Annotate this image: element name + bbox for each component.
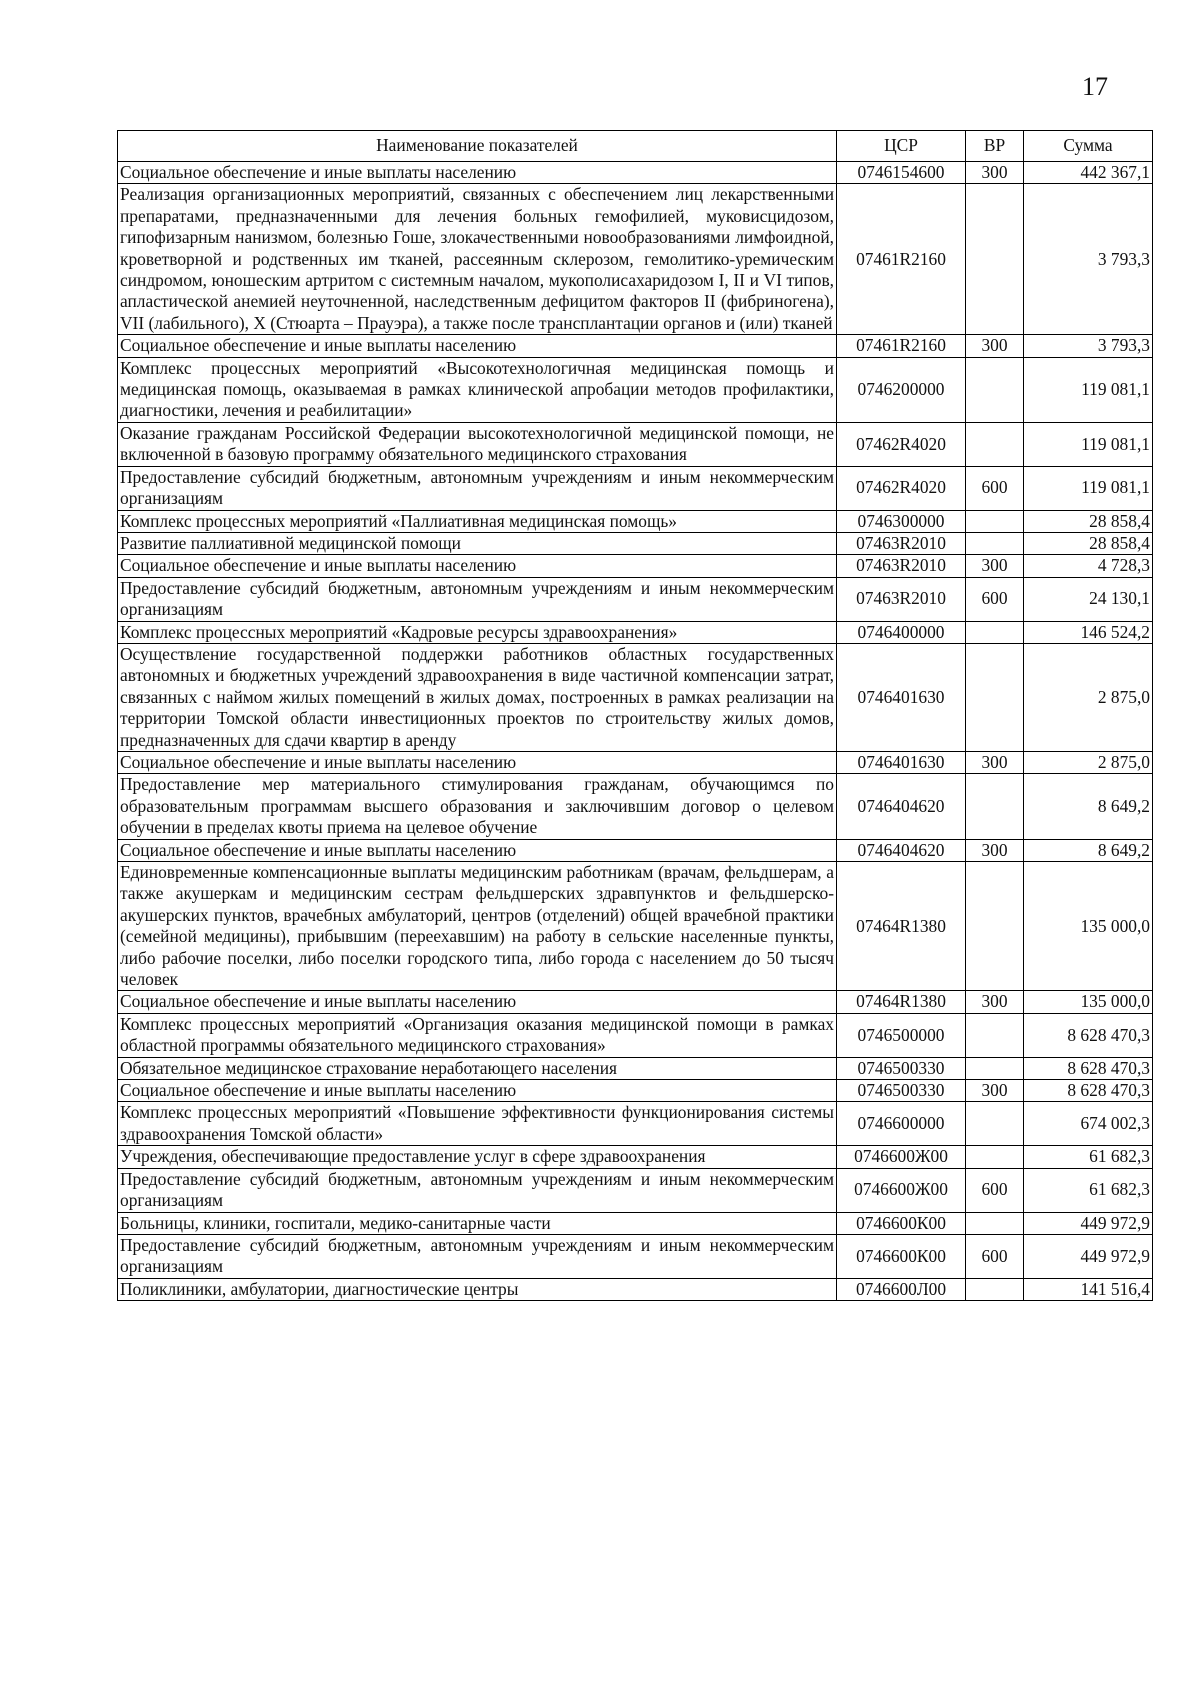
row-vr-cell [966, 1013, 1024, 1057]
table-row [118, 577, 1153, 621]
row-name-cell: Социальное обеспечение и иные выплаты населению [118, 991, 837, 1013]
row-csr-cell: 07461R2160 [837, 335, 966, 357]
table-row [118, 1278, 1153, 1300]
row-vr-cell [966, 532, 1024, 554]
row-sum-cell: 24 130,1 [1024, 577, 1153, 621]
row-sum-cell: 449 972,9 [1024, 1234, 1153, 1278]
row-sum-cell: 2 875,0 [1024, 751, 1153, 773]
row-csr-cell: 07462R4020 [837, 422, 966, 466]
row-vr-cell: 300 [966, 162, 1024, 184]
row-vr-cell: 300 [966, 991, 1024, 1013]
row-sum-cell: 8 628 470,3 [1024, 1057, 1153, 1079]
row-csr-cell: 0746200000 [837, 357, 966, 422]
row-name-cell: Предоставление субсидий бюджетным, автономным учреждениям и иным некоммерческим организациям [118, 466, 837, 510]
table-row [118, 1212, 1153, 1234]
row-vr-cell [966, 862, 1024, 991]
row-name-cell: Учреждения, обеспечивающие предоставление услуг в сфере здравоохранения [118, 1146, 837, 1168]
row-name-cell: Социальное обеспечение и иные выплаты населению [118, 751, 837, 773]
row-csr-cell: 0746400000 [837, 621, 966, 643]
row-csr-cell: 0746600Ж00 [837, 1146, 966, 1168]
row-vr-cell [966, 1057, 1024, 1079]
row-sum-cell: 28 858,4 [1024, 510, 1153, 532]
row-sum-cell: 28 858,4 [1024, 532, 1153, 554]
row-vr-cell [966, 357, 1024, 422]
table-row [118, 991, 1153, 1013]
row-csr-cell: 0746500000 [837, 1013, 966, 1057]
table-row [118, 532, 1153, 554]
row-name-cell: Предоставление мер материального стимулирования гражданам, обучающимся по образовательным программам высшего образования и заключившим договор о целевом обучении в пределах квоты приема на целевое обучение [118, 774, 837, 839]
table-row [118, 643, 1153, 751]
row-sum-cell: 119 081,1 [1024, 357, 1153, 422]
row-sum-cell: 8 628 470,3 [1024, 1080, 1153, 1102]
row-vr-cell: 600 [966, 1168, 1024, 1212]
row-sum-cell: 3 793,3 [1024, 184, 1153, 335]
table-row [118, 555, 1153, 577]
row-name-cell: Социальное обеспечение и иные выплаты населению [118, 555, 837, 577]
row-csr-cell: 0746600К00 [837, 1234, 966, 1278]
row-sum-cell: 146 524,2 [1024, 621, 1153, 643]
row-csr-cell: 07461R2160 [837, 184, 966, 335]
table-row [118, 510, 1153, 532]
row-sum-cell: 4 728,3 [1024, 555, 1153, 577]
row-csr-cell: 07464R1380 [837, 862, 966, 991]
row-sum-cell: 135 000,0 [1024, 862, 1153, 991]
row-name-cell: Обязательное медицинское страхование неработающего населения [118, 1057, 837, 1079]
row-vr-cell [966, 1102, 1024, 1146]
row-csr-cell: 0746500330 [837, 1057, 966, 1079]
row-name-cell: Социальное обеспечение и иные выплаты населению [118, 1080, 837, 1102]
row-csr-cell: 0746401630 [837, 643, 966, 751]
row-sum-cell: 135 000,0 [1024, 991, 1153, 1013]
table-row [118, 1057, 1153, 1079]
row-csr-cell: 0746600К00 [837, 1212, 966, 1234]
row-name-cell: Предоставление субсидий бюджетным, автономным учреждениям и иным некоммерческим организациям [118, 1168, 837, 1212]
table-row [118, 162, 1153, 184]
table-row [118, 1146, 1153, 1168]
row-name-cell: Социальное обеспечение и иные выплаты населению [118, 162, 837, 184]
row-name-cell: Комплекс процессных мероприятий «Организация оказания медицинской помощи в рамках областной программы обязательного медицинского страхования» [118, 1013, 837, 1057]
row-csr-cell: 0746500330 [837, 1080, 966, 1102]
row-name-cell: Поликлиники, амбулатории, диагностические центры [118, 1278, 837, 1300]
row-name-cell: Осуществление государственной поддержки работников областных государственных автономных и бюджетных учреждений здравоохранения в виде частичной компенсации затрат, связанных с наймом жилых помещений в жилых домах, построенных в рамках реализации на территории Томской области инвестиционных проектов по строительству жилых домов, предназначенных для сдачи квартир в аренду [118, 643, 837, 751]
table-row [118, 357, 1153, 422]
row-vr-cell: 300 [966, 839, 1024, 861]
header-name: Наименование показателей [118, 131, 837, 162]
table-row [118, 1013, 1153, 1057]
row-sum-cell: 2 875,0 [1024, 643, 1153, 751]
row-vr-cell [966, 621, 1024, 643]
row-vr-cell: 600 [966, 466, 1024, 510]
row-sum-cell: 674 002,3 [1024, 1102, 1153, 1146]
table-row [118, 184, 1153, 335]
row-name-cell: Единовременные компенсационные выплаты медицинским работникам (врачам, фельдшерам, а также акушеркам и медицинским сестрам фельдшерских здравпунктов и фельдшерско-акушерских пунктов, врачебных амбулаторий, центров (отделений) общей врачебной практики (семейной медицины), прибывшим (переехавшим) на работу в сельские населенные пункты, либо рабочие поселки, либо поселки городского типа, либо города с населением до 50 тысяч человек [118, 862, 837, 991]
row-name-cell: Реализация организационных мероприятий, связанных с обеспечением лиц лекарственными препаратами, предназначенными для лечения больных гемофилией, муковисцидозом, гипофизарным нанизмом, болезнью Гоше, злокачественными новообразованиями лимфоидной, кроветворной и родственных им тканей, рассеянным склерозом, гемолитико-уремическим синдромом, юношеским артритом с системным началом, мукополисахаридозом I, II и VI типов, апластической анемией неуточненной, наследственным дефицитом факторов II (фибриногена), VII (лабильного), X (Стюарта – Прауэра), а также после трансплантации органов и (или) тканей [118, 184, 837, 335]
table-row [118, 335, 1153, 357]
row-vr-cell [966, 643, 1024, 751]
table-row [118, 422, 1153, 466]
header-csr: ЦСР [837, 131, 966, 162]
row-name-cell: Развитие паллиативной медицинской помощи [118, 532, 837, 554]
row-name-cell: Комплекс процессных мероприятий «Высокотехнологичная медицинская помощь и медицинская помощь, оказываемая в рамках клинической апробации методов профилактики, диагностики, лечения и реабилитации» [118, 357, 837, 422]
row-vr-cell: 300 [966, 335, 1024, 357]
row-name-cell: Предоставление субсидий бюджетным, автономным учреждениям и иным некоммерческим организациям [118, 577, 837, 621]
row-csr-cell: 0746154600 [837, 162, 966, 184]
table-row [118, 774, 1153, 839]
row-csr-cell: 07463R2010 [837, 555, 966, 577]
row-csr-cell: 07463R2010 [837, 532, 966, 554]
row-sum-cell: 449 972,9 [1024, 1212, 1153, 1234]
table-row [118, 1168, 1153, 1212]
row-vr-cell: 300 [966, 555, 1024, 577]
row-csr-cell: 0746300000 [837, 510, 966, 532]
table-header-row [118, 131, 1153, 162]
row-csr-cell: 0746600000 [837, 1102, 966, 1146]
row-vr-cell [966, 510, 1024, 532]
row-csr-cell: 0746404620 [837, 839, 966, 861]
row-sum-cell: 141 516,4 [1024, 1278, 1153, 1300]
row-vr-cell [966, 184, 1024, 335]
row-vr-cell: 300 [966, 1080, 1024, 1102]
row-name-cell: Предоставление субсидий бюджетным, автономным учреждениям и иным некоммерческим организациям [118, 1234, 837, 1278]
table-row [118, 862, 1153, 991]
row-csr-cell: 0746401630 [837, 751, 966, 773]
row-name-cell: Оказание гражданам Российской Федерации высокотехнологичной медицинской помощи, не включенной в базовую программу обязательного медицинского страхования [118, 422, 837, 466]
row-csr-cell: 0746600Л00 [837, 1278, 966, 1300]
row-vr-cell: 600 [966, 1234, 1024, 1278]
row-sum-cell: 442 367,1 [1024, 162, 1153, 184]
row-name-cell: Комплекс процессных мероприятий «Кадровые ресурсы здравоохранения» [118, 621, 837, 643]
page-number: 17 [1082, 72, 1108, 101]
row-vr-cell [966, 1278, 1024, 1300]
header-vr: ВР [966, 131, 1024, 162]
header-sum: Сумма [1024, 131, 1153, 162]
row-vr-cell: 300 [966, 751, 1024, 773]
row-csr-cell: 07464R1380 [837, 991, 966, 1013]
row-vr-cell [966, 774, 1024, 839]
table-row [118, 751, 1153, 773]
row-sum-cell: 8 649,2 [1024, 839, 1153, 861]
row-csr-cell: 0746600Ж00 [837, 1168, 966, 1212]
row-sum-cell: 119 081,1 [1024, 466, 1153, 510]
row-name-cell: Больницы, клиники, госпитали, медико-санитарные части [118, 1212, 837, 1234]
row-vr-cell: 600 [966, 577, 1024, 621]
row-sum-cell: 119 081,1 [1024, 422, 1153, 466]
table-row [118, 839, 1153, 861]
row-sum-cell: 8 628 470,3 [1024, 1013, 1153, 1057]
table-row [118, 1080, 1153, 1102]
table-row [118, 1102, 1153, 1146]
table-body [118, 162, 1153, 1301]
row-sum-cell: 3 793,3 [1024, 335, 1153, 357]
row-vr-cell [966, 1146, 1024, 1168]
table-row [118, 1234, 1153, 1278]
row-name-cell: Социальное обеспечение и иные выплаты населению [118, 839, 837, 861]
table-row [118, 466, 1153, 510]
row-csr-cell: 07462R4020 [837, 466, 966, 510]
row-name-cell: Комплекс процессных мероприятий «Повышение эффективности функционирования системы здравоохранения Томской области» [118, 1102, 837, 1146]
row-sum-cell: 61 682,3 [1024, 1168, 1153, 1212]
table-row [118, 621, 1153, 643]
row-vr-cell [966, 422, 1024, 466]
row-sum-cell: 8 649,2 [1024, 774, 1153, 839]
row-vr-cell [966, 1212, 1024, 1234]
row-csr-cell: 07463R2010 [837, 577, 966, 621]
row-name-cell: Социальное обеспечение и иные выплаты населению [118, 335, 837, 357]
row-csr-cell: 0746404620 [837, 774, 966, 839]
row-name-cell: Комплекс процессных мероприятий «Паллиативная медицинская помощь» [118, 510, 837, 532]
row-sum-cell: 61 682,3 [1024, 1146, 1153, 1168]
budget-table [117, 130, 1153, 1301]
